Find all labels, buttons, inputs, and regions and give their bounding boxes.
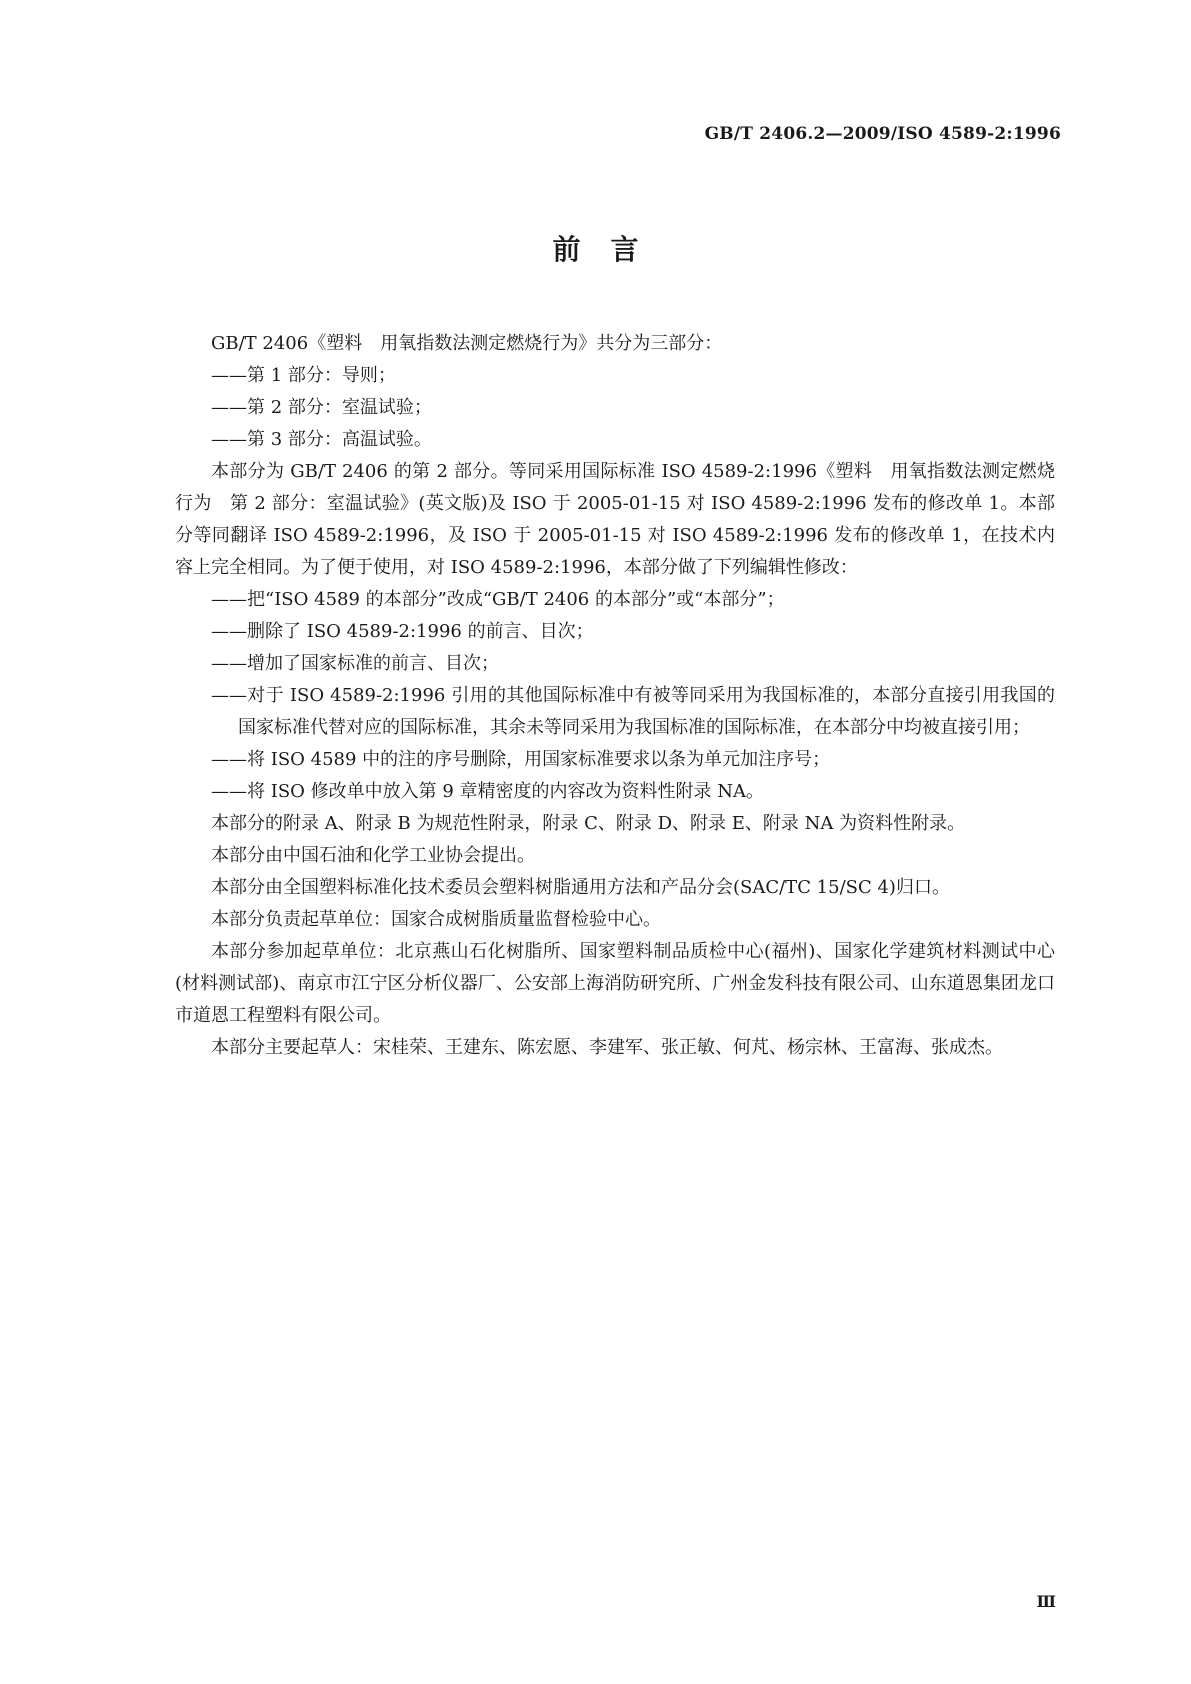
paragraph-annexes: 本部分的附录 A、附录 B 为规范性附录，附录 C、附录 D、附录 E、附录 NA 为资料性附录。 — [211, 813, 966, 834]
list-item-edit-5: ——将 ISO 4589 中的注的序号删除，用国家标准要求以条为单元加注序号； — [211, 749, 831, 770]
list-item-edit-4: ——对于 ISO 4589-2:1996 引用的其他国际标准中有被等同采用为我国标准的，本部分直接引用我国的国家标准代替对应的国际标准，其余未等同采用为我国标准的国际标准，在本部分中均被直接引用； — [211, 685, 1055, 738]
paragraph-participating-units: 本部分参加起草单位：北京燕山石化树脂所、国家塑料制品质检中心(福州)、国家化学建筑材料测试中心(材料测试部)、南京市江宁区分析仪器厂、公安部上海消防研究所、广州金发科技有限公司、山东道恩集团龙口市道恩工程塑料有限公司。 — [175, 941, 1055, 1026]
list-item-edit-3: ——增加了国家标准的前言、目次； — [211, 653, 499, 674]
list-item-edit-1: ——把“ISO 4589 的本部分”改成“GB/T 2406 的本部分”或“本部分”； — [211, 589, 785, 610]
list-item-part-2: ——第 2 部分：室温试验； — [211, 397, 432, 418]
paragraph-under-jurisdiction: 本部分由全国塑料标准化技术委员会塑料树脂通用方法和产品分会(SAC/TC 15/SC 4)归口。 — [211, 877, 950, 898]
page-title: 前言 — [552, 233, 669, 266]
paragraph-drafting-unit: 本部分负责起草单位：国家合成树脂质量监督检验中心。 — [211, 909, 661, 930]
list-item-edit-2: ——删除了 ISO 4589-2:1996 的前言、目次； — [211, 621, 594, 642]
page-number: Ⅲ — [1036, 1592, 1056, 1611]
list-item-edit-6: ——将 ISO 修改单中放入第 9 章精密度的内容改为资料性附录 NA。 — [211, 781, 765, 802]
list-item-part-1: ——第 1 部分：导则； — [211, 365, 396, 386]
paragraph-equivalence: 本部分为 GB/T 2406 的第 2 部分。等同采用国际标准 ISO 4589-2:1996《塑料 用氧指数法测定燃烧行为 第 2 部分：室温试验》(英文版)及 ISO 于 2005-01-15 对 ISO 4589-2:1996 发布的修改单 1。本部分等同翻译 ISO 4589-2:1996，及 ISO 于 2005-01-15 对 ISO 4589-2:1996 发布的修改单 1，在技术内容上完全相同。为了便于使用，对 ISO 4589-2:1996，本部分做了下列编辑性修改： — [175, 461, 1055, 578]
document-body — [175, 328, 1055, 1064]
list-item-part-3: ——第 3 部分：高温试验。 — [211, 429, 432, 450]
paragraph-proposed-by: 本部分由中国石油和化学工业协会提出。 — [211, 845, 535, 866]
paragraph-drafters: 本部分主要起草人：宋桂荣、王建东、陈宏愿、李建军、张正敏、何芃、杨宗林、王富海、张成杰。 — [211, 1037, 1003, 1058]
paragraph-intro: GB/T 2406《塑料 用氧指数法测定燃烧行为》共分为三部分： — [211, 333, 723, 354]
standard-number-header: GB/T 2406.2—2009/ISO 4589-2:1996 — [704, 124, 1061, 144]
